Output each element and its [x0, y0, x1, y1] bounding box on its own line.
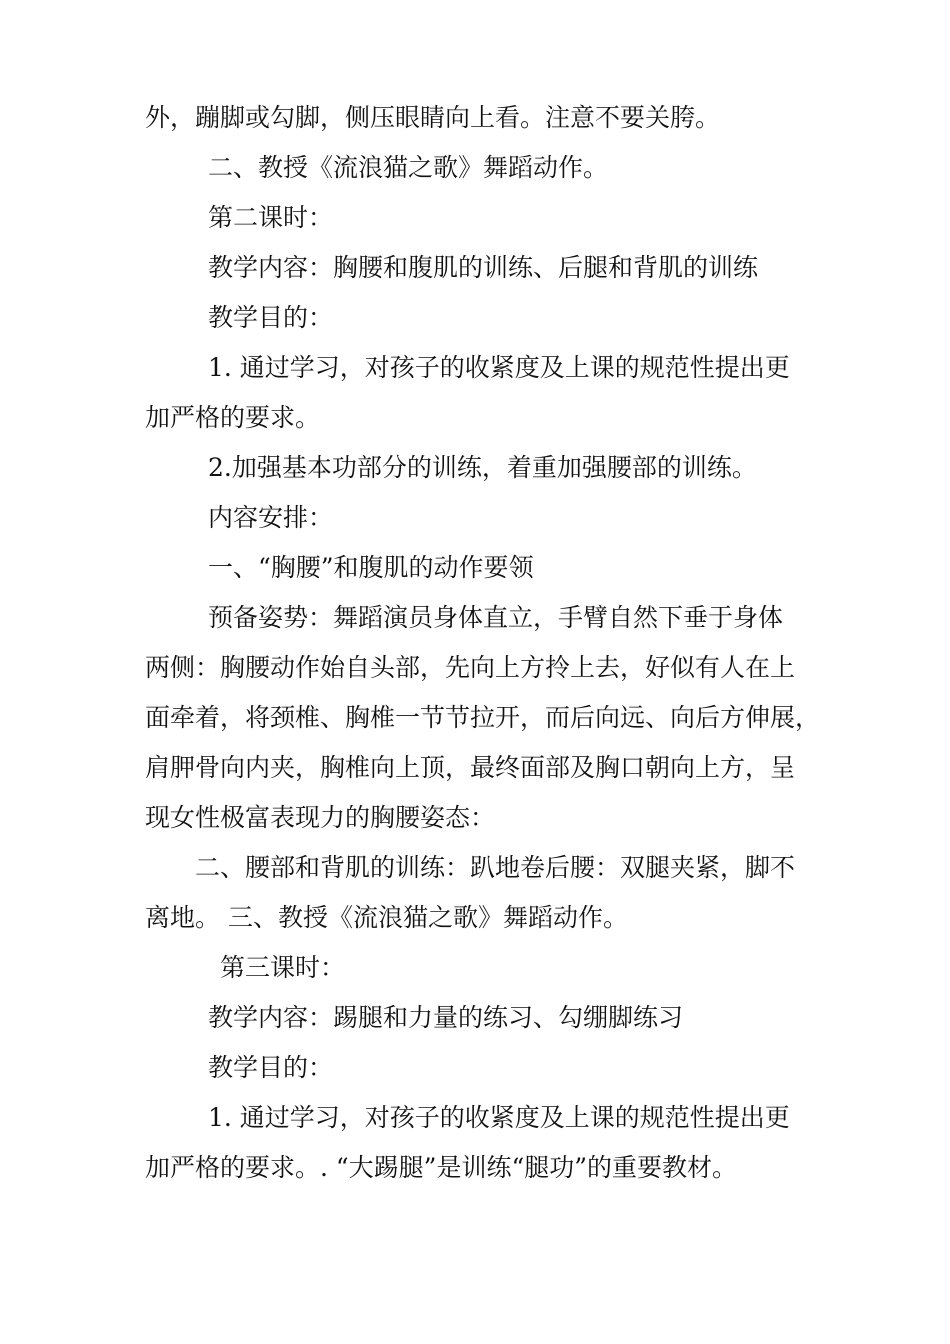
- text-line: 离地。 三、教授《流浪猫之歌》舞蹈动作。: [145, 903, 628, 932]
- text-line: 一、“胸腰”和腹肌的动作要领: [208, 553, 534, 582]
- text-line: 二、腰部和背肌的训练：趴地卷后腰：双腿夹紧，脚不: [195, 853, 796, 882]
- text-line: 加严格的要求。. “大踢腿”是训练“腿功”的重要教材。: [145, 1153, 738, 1182]
- text-line: 肩胛骨向内夹，胸椎向上顶，最终面部及胸口朝向上方，呈: [145, 753, 796, 782]
- text-line: 外，蹦脚或勾脚，侧压眼睛向上看。注意不要关胯。: [145, 103, 721, 132]
- text-line: 内容安排：: [208, 503, 334, 532]
- text-line: 现女性极富表现力的胸腰姿态：: [145, 803, 496, 832]
- text-line: 1. 通过学习，对孩子的收紧度及上课的规范性提出更: [208, 1103, 790, 1132]
- text-line: 预备姿势：舞蹈演员身体直立，手臂自然下垂于身体: [208, 603, 784, 632]
- text-line: 两侧：胸腰动作始自头部，先向上方拎上去，好似有人在上: [145, 653, 796, 682]
- text-line: 第三课时：: [220, 953, 346, 982]
- text-line: 教学内容：踢腿和力量的练习、勾绷脚练习: [208, 1003, 684, 1032]
- text-line: 教学目的：: [208, 1053, 334, 1082]
- text-line: 加严格的要求。: [145, 403, 321, 432]
- text-line: 2.加强基本功部分的训练，着重加强腰部的训练。: [208, 453, 757, 482]
- text-line: 教学目的：: [208, 303, 334, 332]
- text-line: 二、教授《流浪猫之歌》舞蹈动作。: [208, 153, 609, 182]
- text-line: 1. 通过学习，对孩子的收紧度及上课的规范性提出更: [208, 353, 790, 382]
- text-line: 教学内容：胸腰和腹肌的训练、后腿和背肌的训练: [208, 253, 759, 282]
- text-line: 面牵着，将颈椎、胸椎一节节拉开，而后向远、向后方伸展，: [145, 703, 821, 732]
- text-line: 第二课时：: [208, 203, 334, 232]
